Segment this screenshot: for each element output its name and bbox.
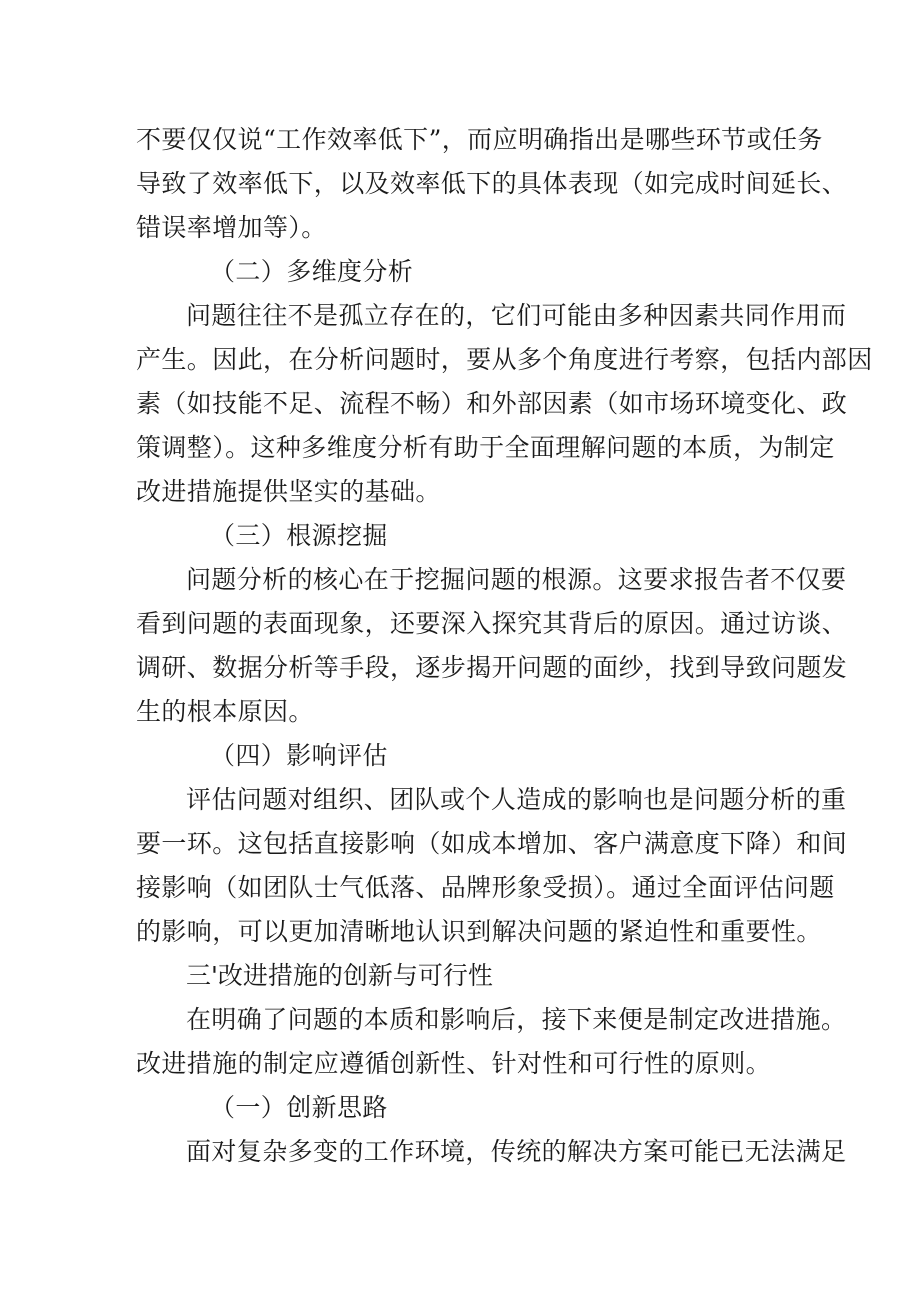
subheading: （二）多维度分析 bbox=[210, 257, 414, 286]
body-line: 错误率增加等）。 bbox=[136, 213, 327, 242]
body-line: 要一环。这包括直接影响（如成本增加、客户满意度下降）和间 bbox=[136, 829, 848, 858]
body-line: 调研、数据分析等手段，逐步揭开问题的面纱，找到导致问题发 bbox=[136, 653, 848, 682]
body-line: 看到问题的表面现象，还要深入探究其背后的原因。通过访谈、 bbox=[136, 609, 848, 638]
body-line: 评估问题对组织、团队或个人造成的影响也是问题分析的重 bbox=[186, 785, 847, 814]
subheading: （一）创新思路 bbox=[210, 1093, 388, 1122]
body-line: 不要仅仅说“工作效率低下”，而应明确指出是哪些环节或任务 bbox=[136, 125, 823, 154]
body-line: 素（如技能不足、流程不畅）和外部因素（如市场环境变化、政 bbox=[136, 389, 848, 418]
body-line: 面对复杂多变的工作环境，传统的解决方案可能已无法满足 bbox=[186, 1137, 847, 1166]
section-heading: 三'改进措施的创新与可行性 bbox=[186, 961, 493, 990]
body-line: 改进措施提供坚实的基础。 bbox=[136, 477, 441, 506]
subheading: （三）根源挖掘 bbox=[210, 521, 388, 550]
body-line: 改进措施的制定应遵循创新性、针对性和可行性的原则。 bbox=[136, 1049, 772, 1078]
body-line: 的影响，可以更加清晰地认识到解决问题的紧迫性和重要性。 bbox=[136, 917, 822, 946]
body-line: 产生。因此，在分析问题时，要从多个角度进行考察，包括内部因 bbox=[136, 345, 873, 374]
body-line: 生的根本原因。 bbox=[136, 697, 314, 726]
subheading: （四）影响评估 bbox=[210, 741, 388, 770]
body-line: 策调整）。这种多维度分析有助于全面理解问题的本质，为制定 bbox=[136, 433, 835, 462]
body-line: 接影响（如团队士气低落、品牌形象受损）。通过全面评估问题 bbox=[136, 873, 835, 902]
body-line: 问题往往不是孤立存在的，它们可能由多种因素共同作用而 bbox=[186, 301, 847, 330]
body-line: 导致了效率低下，以及效率低下的具体表现（如完成时间延长、 bbox=[136, 169, 848, 198]
body-line: 问题分析的核心在于挖掘问题的根源。这要求报告者不仅要 bbox=[186, 565, 847, 594]
body-line: 在明确了问题的本质和影响后，接下来便是制定改进措施。 bbox=[186, 1005, 847, 1034]
